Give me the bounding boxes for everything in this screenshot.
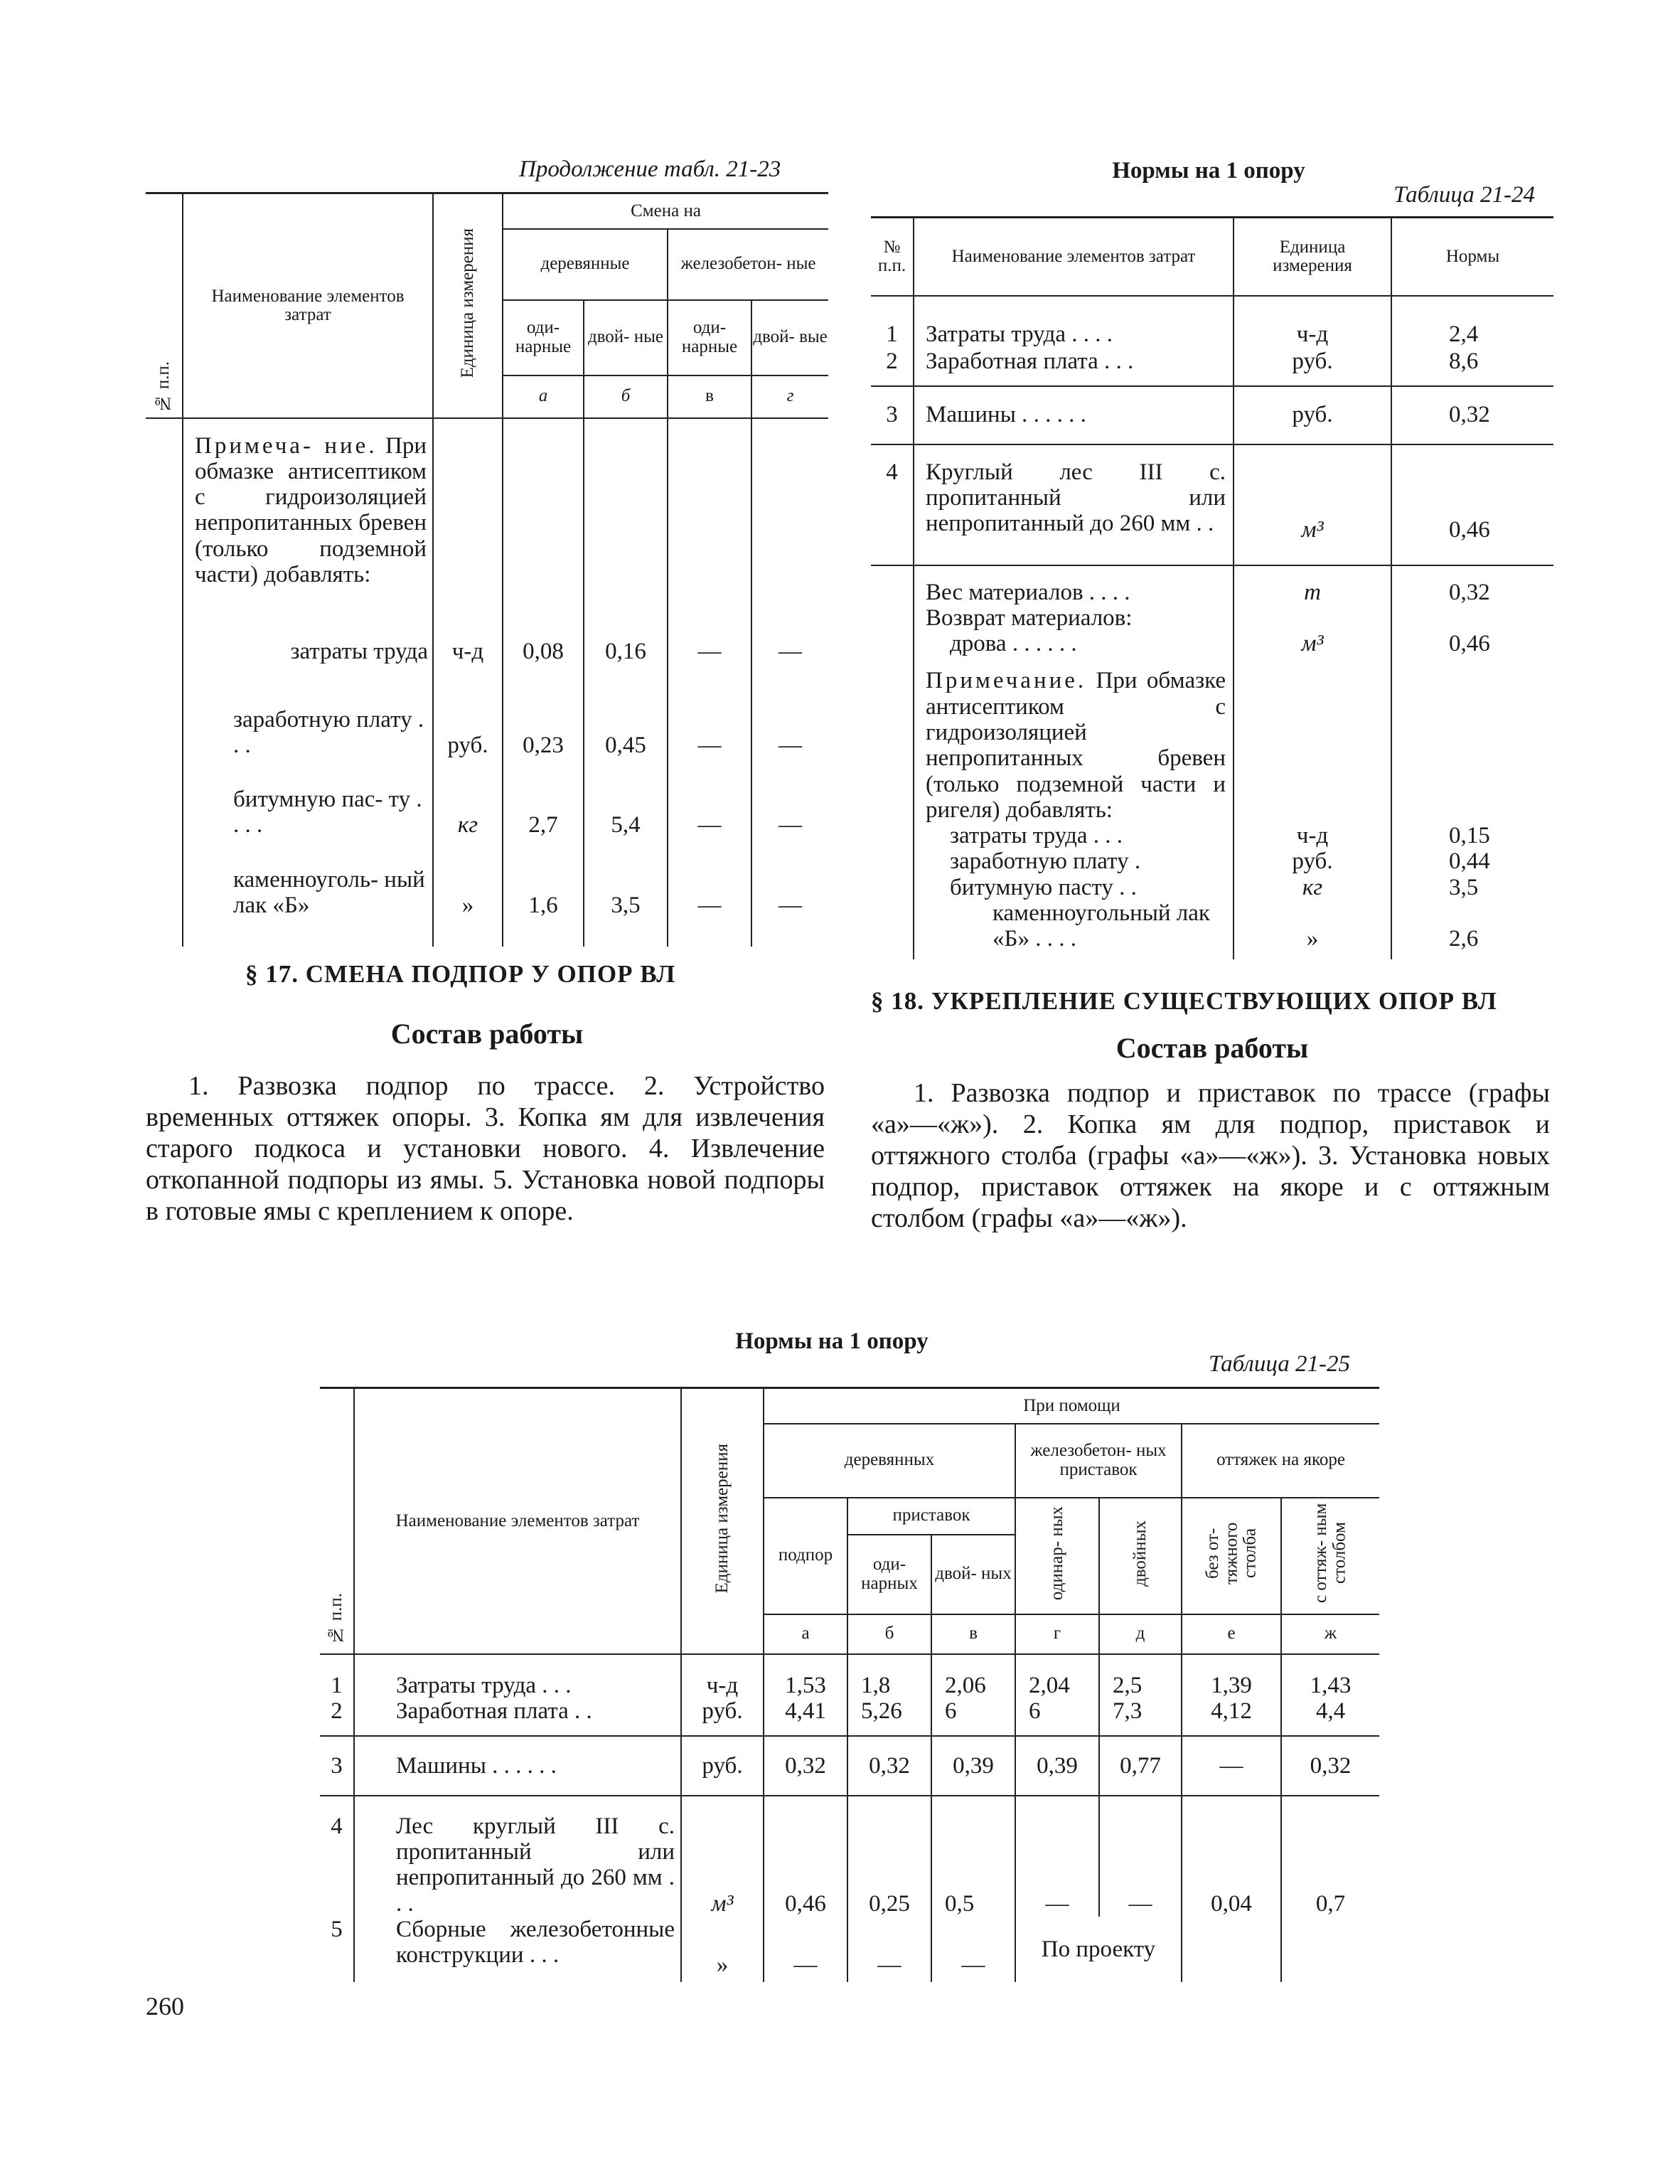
- right-note-row: каменноугольный лак «Б» . . . . » 2,6: [871, 900, 1553, 959]
- left-table-caption: Продолжение табл. 21-23: [519, 156, 781, 182]
- bottom-col-label: д: [1099, 1614, 1182, 1654]
- section17-subheading: Состав работы: [390, 1018, 584, 1050]
- bottom-row: 4 Лес круглый III с. пропитанный или непропитанный до 260 мм . . . м³ 0,46 0,25 0,5 — — 0,04 0,7: [320, 1796, 1379, 1917]
- bottom-col-label: е: [1182, 1614, 1281, 1654]
- right-weight-row: Вес материалов . . . . т 0,32: [871, 580, 1553, 605]
- left-concrete-header: железобетон- ные: [668, 229, 828, 300]
- right-unit-header: Единица измерения: [1234, 218, 1391, 296]
- left-single1-header: оди- нарные: [503, 300, 584, 375]
- bottom-unit-header: Единица измерения: [681, 1388, 764, 1654]
- bottom-no-post-header: без от- тяжного столба: [1182, 1498, 1281, 1614]
- right-name-header: Наименование элементов затрат: [914, 218, 1234, 296]
- bottom-table-title: Нормы на 1 опору: [735, 1328, 929, 1354]
- left-name-header: Наименование элементов затрат: [183, 193, 433, 418]
- right-row: 4 Круглый лес III с. пропитанный или непропитанный до 260 мм . . м³ 0,46: [871, 444, 1553, 565]
- left-single2-header: оди- нарные: [668, 300, 751, 375]
- bottom-group-header: При помощи: [764, 1388, 1379, 1424]
- bottom-col-label: ж: [1281, 1614, 1379, 1654]
- bottom-attachments-header: приставок: [847, 1498, 1015, 1535]
- left-num-header: № п.п.: [146, 193, 183, 418]
- right-table: [871, 216, 1553, 959]
- bottom-col-label: в: [931, 1614, 1015, 1654]
- right-norm-header: Нормы: [1391, 218, 1553, 296]
- section17-text: 1. Развозка подпор по трассе. 2. Устройство временных оттяжек опоры. 3. Копка ям для извлечения старого подкоса и установки нового. 4. Извлечение откопанной подпоры из ямы. 5. Установка новой подпоры в готовые ямы с креплением к опоре.: [146, 1071, 825, 1227]
- right-note: Примечание. При обмазке антисептиком с гидроизоляцией непропитанных бревен (только подземной части и ригеля) добавлять:: [914, 656, 1234, 823]
- left-note: Примеча- ние. При обмазке антисептиком с гидроизоляцией непропитанных бревен (только подземной части) добавлять:: [183, 418, 433, 639]
- left-wood-header: деревянные: [503, 229, 668, 300]
- right-table-title: Нормы на 1 опору: [1112, 158, 1305, 183]
- right-note-row: затраты труда . . . ч-д 0,15: [871, 823, 1553, 848]
- right-return-label: Возврат материалов:: [914, 605, 1234, 631]
- right-row: 1 Затраты труда . . . . ч-д 2,4: [871, 321, 1553, 348]
- bottom-props-header: подпор: [764, 1498, 847, 1614]
- right-firewood-row: дрова . . . . . . м³ 0,46: [871, 631, 1553, 656]
- bottom-col-label: г: [1015, 1614, 1099, 1654]
- left-row: битумную пас- ту . . . . кг 2,7 5,4 — —: [146, 787, 828, 867]
- bottom-project-label: По проекту: [1015, 1917, 1182, 1982]
- bottom-concrete-header: железобетон- ных приставок: [1015, 1424, 1182, 1498]
- bottom-wooden-header: деревянных: [764, 1424, 1015, 1498]
- left-col-b: б: [584, 375, 668, 418]
- section17-heading: § 17. СМЕНА ПОДПОР У ОПОР ВЛ: [245, 960, 676, 988]
- bottom-c-single-header: одинар- ных: [1015, 1498, 1099, 1614]
- bottom-row: 2 Заработная плата . . руб. 4,41 5,26 6 6 7,3 4,12 4,4: [320, 1698, 1379, 1736]
- right-row: 3 Машины . . . . . . руб. 0,32: [871, 386, 1553, 444]
- bottom-col-label: б: [847, 1614, 931, 1654]
- left-double2-header: двой- вые: [751, 300, 828, 375]
- left-row: каменноуголь- ный лак «Б» » 1,6 3,5 — —: [146, 867, 828, 947]
- bottom-row: 5 Сборные железобетонные конструкции . . . » — — — По проекту: [320, 1917, 1379, 1982]
- left-col-v: в: [668, 375, 751, 418]
- left-group-header: Смена на: [503, 193, 828, 229]
- bottom-col-label: а: [764, 1614, 847, 1654]
- left-col-g: г: [751, 375, 828, 418]
- bottom-c-double-header: двойных: [1099, 1498, 1182, 1614]
- left-row: затраты труда ч-д 0,08 0,16 — —: [146, 639, 828, 707]
- section18-heading: § 18. УКРЕПЛЕНИЕ СУЩЕСТВУЮЩИХ ОПОР ВЛ: [871, 987, 1497, 1015]
- left-row: заработную плату . . . руб. 0,23 0,45 — —: [146, 707, 828, 787]
- bottom-row: 3 Машины . . . . . . руб. 0,32 0,32 0,39 0,39 0,77 — 0,32: [320, 1736, 1379, 1796]
- right-table-caption: Таблица 21-24: [1393, 182, 1535, 208]
- section18-subheading: Состав работы: [1115, 1032, 1309, 1064]
- bottom-single-header: оди- нарных: [847, 1535, 931, 1614]
- right-num-header: № п.п.: [871, 218, 914, 296]
- left-double1-header: двой- ные: [584, 300, 668, 375]
- page-number: 260: [146, 1992, 184, 2020]
- right-row: 2 Заработная плата . . . руб. 8,6: [871, 348, 1553, 386]
- bottom-double-header: двой- ных: [931, 1535, 1015, 1614]
- bottom-name-header: Наименование элементов затрат: [354, 1388, 681, 1654]
- bottom-anchor-header: оттяжек на якоре: [1182, 1424, 1379, 1498]
- bottom-table-caption: Таблица 21-25: [1209, 1351, 1350, 1377]
- left-unit-header: Единица измерения: [433, 193, 503, 418]
- bottom-with-post-header: с оттяж- ным столбом: [1281, 1498, 1379, 1614]
- bottom-row: 1 Затраты труда . . . ч-д 1,53 1,8 2,06 2,04 2,5 1,39 1,43: [320, 1673, 1379, 1698]
- section18-text: 1. Развозка подпор и приставок по трассе (графы «а»—«ж»). 2. Копка ям для подпор, приставок и оттяжного столба (графы «а»—«ж»). 3. Установка новых подпор, приставок оттяжек на якоре и с оттяжным столбом (графы «а»—«ж»).: [871, 1078, 1550, 1234]
- bottom-num-header: № п.п.: [320, 1388, 354, 1654]
- left-col-a: а: [503, 375, 584, 418]
- right-note-row: битумную пасту . . кг 3,5: [871, 875, 1553, 900]
- left-table: [146, 192, 828, 947]
- right-note-row: заработную плату . руб. 0,44: [871, 848, 1553, 874]
- bottom-table: [320, 1387, 1379, 1982]
